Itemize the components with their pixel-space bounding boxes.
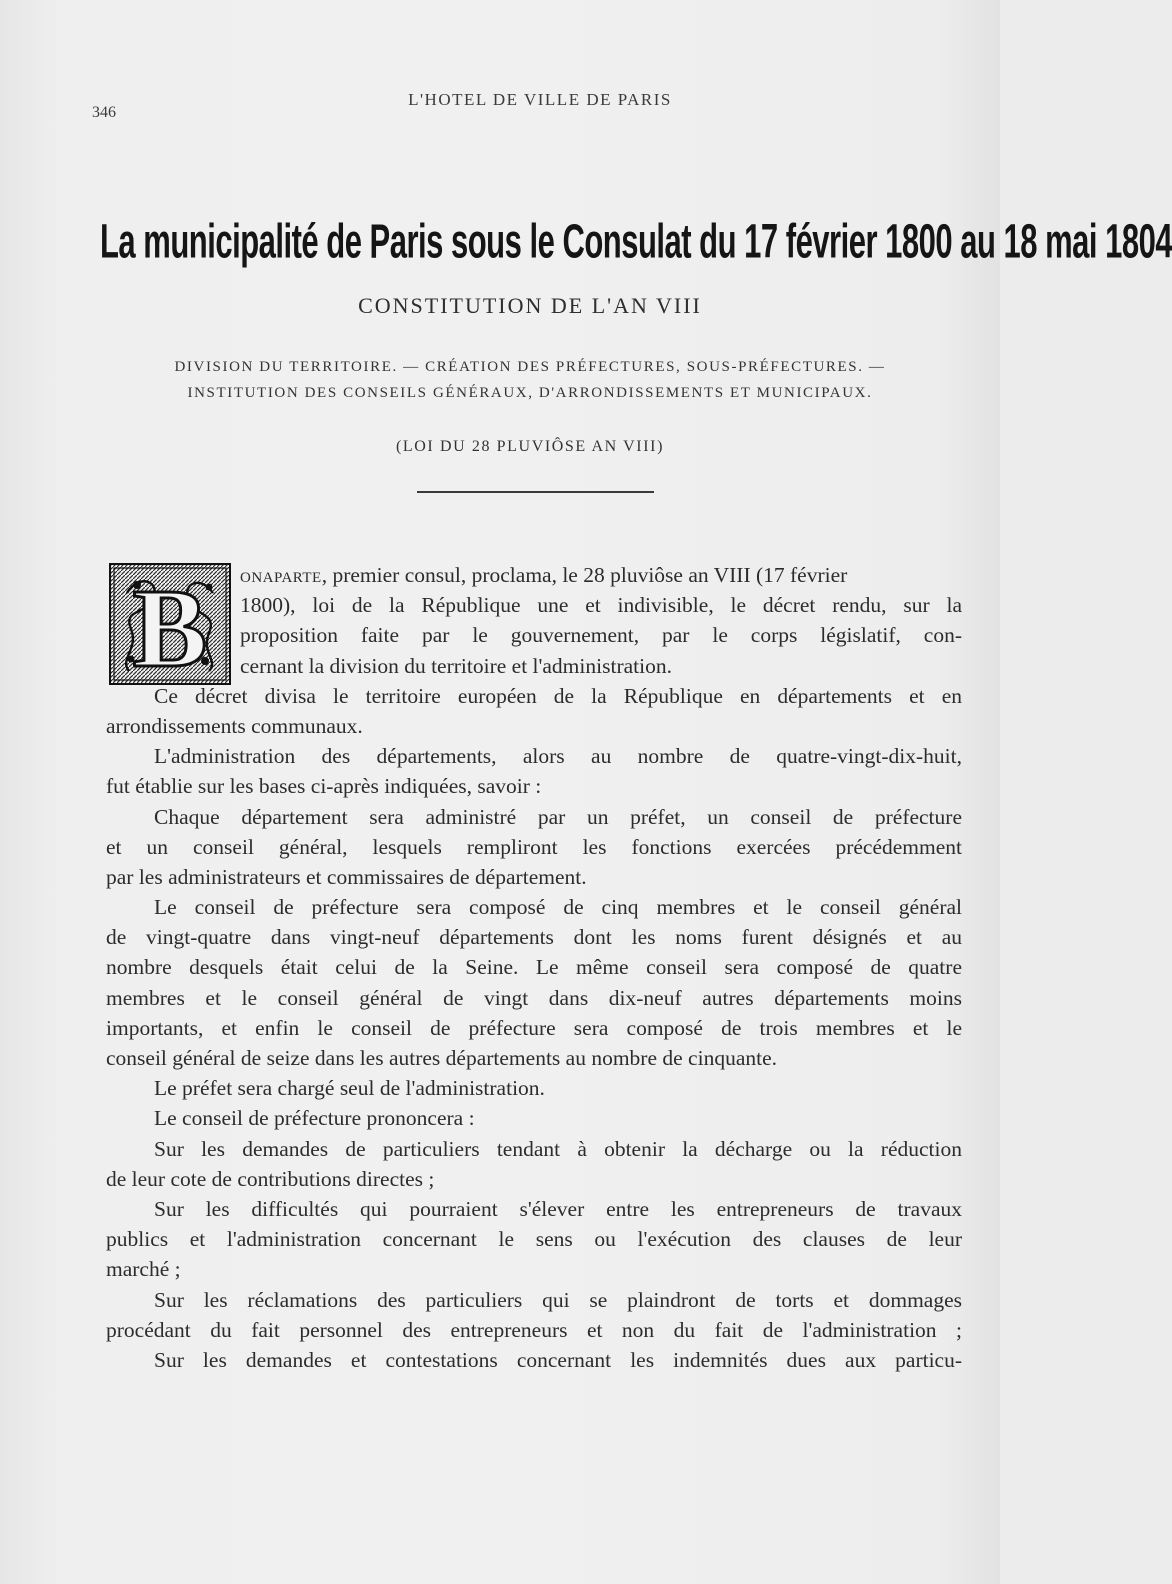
text-line: Sur les réclamations des particuliers qui se plaindront de torts et dommages [154, 1287, 962, 1312]
text-line: Le conseil de préfecture prononcera : [154, 1106, 475, 1131]
text-line: cernant la division du territoire et l'administration. [240, 653, 672, 678]
text-line: et un conseil général, lesquels rempliront les fonctions exercées précédemment [106, 834, 962, 859]
law-reference: (LOI DU 28 PLUVIÔSE AN VIII) [395, 438, 665, 455]
chapter-summary [120, 354, 940, 406]
first-word: onaparte [240, 563, 322, 587]
text-line: 1800), loi de la République une et indivisible, le décret rendu, sur la [240, 593, 962, 618]
chapter-title: La municipalité de Paris sous le Consulat du 17 février 1800 au 18 mai 1804 [100, 214, 1172, 269]
text-line: conseil général de seize dans les autres départements au nombre de cinquante. [106, 1046, 778, 1070]
chapter-summary-line: DIVISION DU TERRITOIRE. — CRÉATION DES PRÉFECTURES, SOUS-PRÉFECTURES. — [174, 359, 886, 375]
text-line: Sur les difficultés qui pourraient s'élever entre les entrepreneurs de travaux [154, 1196, 962, 1221]
text-line: de vingt-quatre dans vingt-neuf départements dont les noms furent désignés et au [106, 925, 962, 950]
section-divider [417, 491, 654, 493]
text-line: par les administrateurs et commissaires de département. [106, 864, 587, 889]
page-number: 346 [92, 104, 116, 121]
text-line: Ce décret divisa le territoire européen de la République en départements et en [154, 683, 962, 708]
text-line: fut établie sur les bases ci-après indiquées, savoir : [106, 774, 542, 799]
body-text [106, 560, 962, 1375]
running-header: L'HOTEL DE VILLE DE PARIS [408, 90, 672, 109]
text-line: procédant du fait personnel des entrepreneurs et non du fait de l'administration ; [106, 1317, 962, 1342]
text-line: membres et le conseil général de vingt dans dix-neuf autres départements moins [106, 985, 962, 1010]
text-line: Chaque département sera administré par un préfet, un conseil de préfecture [154, 804, 962, 829]
text-line: marché ; [106, 1257, 181, 1282]
text-line: L'administration des départements, alors au nombre de quatre-vingt-dix-huit, [154, 744, 962, 769]
text-line: Sur les demandes de particuliers tendant à obtenir la décharge ou la réduction [154, 1136, 962, 1161]
text-line: nombre desquels était celui de la Seine. Le même conseil sera composé de quatre [106, 955, 962, 980]
text-line: Sur les demandes et contestations concernant les indemnités dues aux particu- [154, 1347, 962, 1372]
text-line: onaparte, premier consul, proclama, le 28 pluviôse an VIII (17 février [240, 563, 848, 587]
drop-cap-letter: B [132, 567, 208, 691]
text-line: Le préfet sera chargé seul de l'administration. [154, 1076, 545, 1101]
text-line: proposition faite par le gouvernement, par le corps législatif, con- [240, 623, 962, 648]
text-line: de leur cote de contributions directes ; [106, 1166, 435, 1191]
text-line: arrondissements communaux. [106, 713, 363, 738]
text-line: importants, et enfin le conseil de préfecture sera composé de trois membres et le [106, 1015, 962, 1040]
text-line: Le conseil de préfecture sera composé de cinq membres et le conseil général [154, 895, 962, 920]
text-line: publics et l'administration concernant le sens ou l'exécution des clauses de leur [106, 1227, 962, 1252]
chapter-summary-line: INSTITUTION DES CONSEILS GÉNÉRAUX, D'ARRONDISSEMENTS ET MUNICIPAUX. [187, 385, 873, 401]
chapter-subtitle: CONSTITUTION DE L'AN VIII [358, 293, 702, 318]
